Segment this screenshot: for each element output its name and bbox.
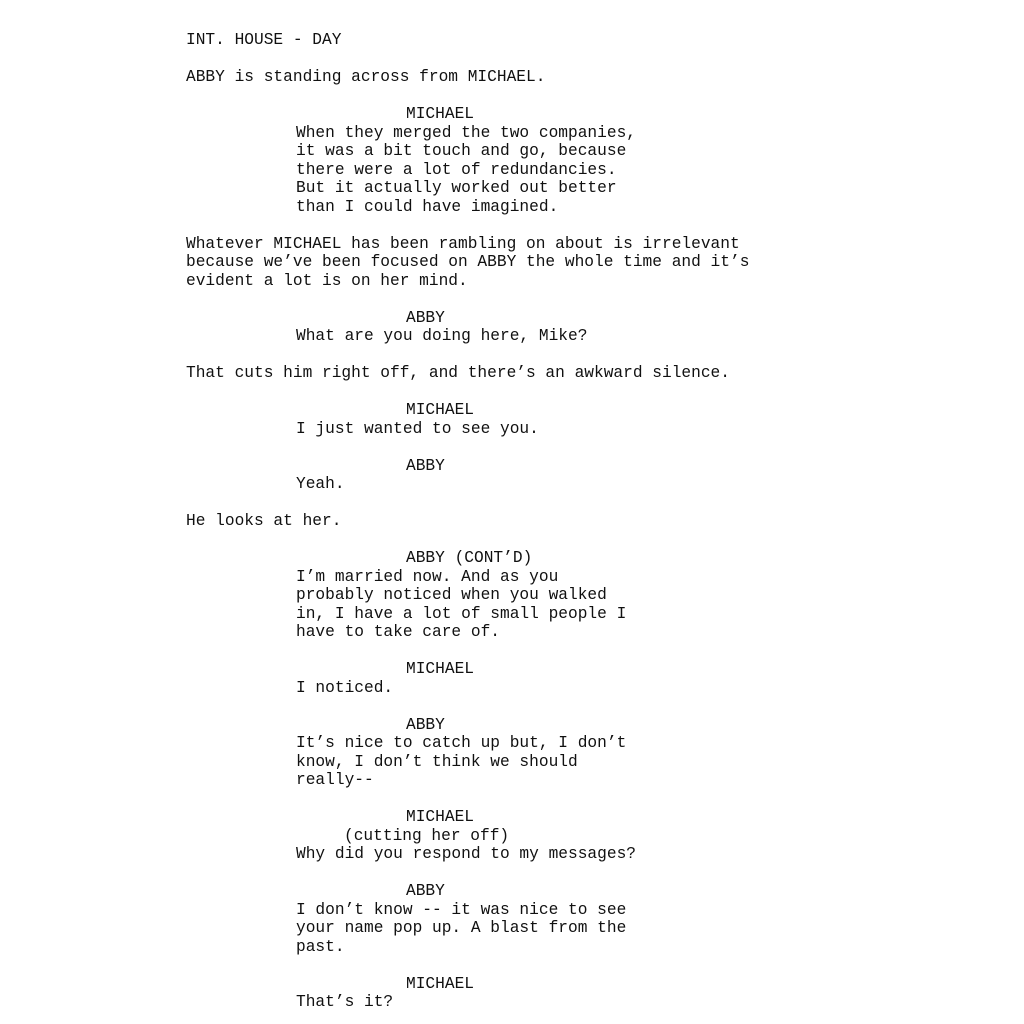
character-block [186,660,1006,679]
parenthetical-block [186,827,1006,846]
dialogue-block [186,993,1006,1012]
character-line: ABBY [406,882,445,900]
dialogue-line: It’s nice to catch up but, I don’t [296,734,627,752]
character-block [186,457,1006,476]
scene-heading-line: INT. HOUSE - DAY [186,31,342,49]
action-line: He looks at her. [186,512,342,530]
character-line: ABBY [406,715,445,734]
action-block [186,235,1006,291]
dialogue-line: But it actually worked out better [296,179,617,197]
character-line: ABBY (CONT’D) [406,549,533,567]
blank-line [186,494,1006,513]
dialogue-line: than I could have imagined. [296,197,559,216]
character-line: MICHAEL [406,808,474,826]
dialogue-line: I just wanted to see you. [296,419,539,438]
dialogue-line: Why did you respond to my messages? [296,845,636,863]
character-block [186,309,1006,328]
blank-line [186,642,1006,661]
dialogue-line: know, I don’t think we should [296,752,578,771]
dialogue-block [186,679,1006,698]
character-line: ABBY [406,456,445,475]
action-line: That cuts him right off, and there’s an awkward silence. [186,364,730,382]
character-block [186,716,1006,735]
dialogue-line: it was a bit touch and go, because [296,142,627,160]
action-block [186,364,1006,383]
character-line: MICHAEL [406,974,474,993]
blank-line [186,383,1006,402]
blank-line [186,697,1006,716]
dialogue-line: past. [296,937,345,956]
dialogue-line: What are you doing here, Mike? [296,327,588,345]
character-line: MICHAEL [406,401,474,419]
character-line: MICHAEL [406,105,474,123]
dialogue-block [186,734,1006,790]
action-line: Whatever MICHAEL has been rambling on about is irrelevant [186,234,740,253]
character-line: MICHAEL [406,660,474,678]
character-block [186,401,1006,420]
dialogue-line: I don’t know -- it was nice to see [296,900,627,919]
action-line: ABBY is standing across from MICHAEL. [186,68,546,86]
blank-line [186,50,1006,69]
blank-line [186,438,1006,457]
character-block [186,549,1006,568]
character-block [186,975,1006,994]
blank-line [186,956,1006,975]
action-block [186,512,1006,531]
dialogue-line: there were a lot of redundancies. [296,160,617,179]
dialogue-line: probably noticed when you walked [296,586,607,604]
blank-line [186,531,1006,550]
action-line: because we’ve been focused on ABBY the whole time and it’s [186,253,750,271]
dialogue-block [186,845,1006,864]
blank-line [186,216,1006,235]
dialogue-line: I noticed. [296,678,394,697]
blank-line [186,790,1006,809]
dialogue-block [186,568,1006,642]
scene-heading-block [186,31,1006,50]
blank-line [186,346,1006,365]
dialogue-block [186,124,1006,217]
parenthetical-line: (cutting her off) [344,826,510,845]
dialogue-line: really-- [296,771,374,789]
blank-line [186,290,1006,309]
action-line: evident a lot is on her mind. [186,271,468,290]
dialogue-block [186,475,1006,494]
character-block [186,882,1006,901]
screenplay-page [186,31,1006,1012]
blank-line [186,87,1006,106]
character-block [186,105,1006,124]
character-block [186,808,1006,827]
dialogue-line: That’s it? [296,993,394,1011]
dialogue-line: I’m married now. And as you [296,567,559,586]
blank-line [186,864,1006,883]
dialogue-line: your name pop up. A blast from the [296,919,627,937]
dialogue-line: have to take care of. [296,623,500,641]
action-block [186,68,1006,87]
dialogue-block [186,327,1006,346]
dialogue-line: in, I have a lot of small people I [296,604,627,623]
dialogue-block [186,901,1006,957]
dialogue-line: Yeah. [296,475,345,493]
dialogue-block [186,420,1006,439]
dialogue-line: When they merged the two companies, [296,123,636,142]
character-line: ABBY [406,308,445,327]
